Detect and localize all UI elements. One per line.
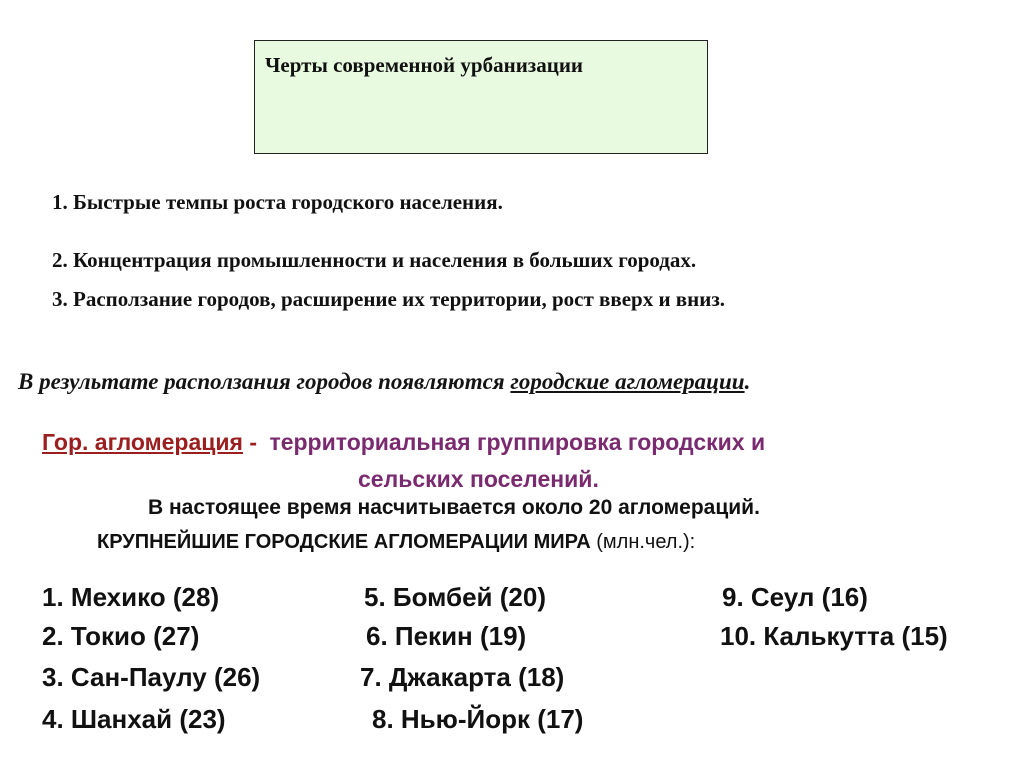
title-box xyxy=(254,40,708,154)
list-heading xyxy=(97,531,695,554)
agglomeration-item: 7. Джакарта (18) xyxy=(360,662,565,692)
definition-text-2: сельских поселений. xyxy=(358,466,599,492)
list-heading-main: КРУПНЕЙШИЕ ГОРОДСКИЕ АГЛОМЕРАЦИИ МИРА xyxy=(97,531,597,553)
agglomeration-item: 4. Шанхай (23) xyxy=(42,704,226,734)
agglomeration-item: 8. Нью-Йорк (17) xyxy=(372,704,584,734)
result-term: городские агломерации xyxy=(510,369,745,394)
list-heading-unit: (млн.чел.): xyxy=(596,531,696,553)
agglomeration-item: 2. Токио (27) xyxy=(42,621,200,651)
definition-term: Гор. агломерация xyxy=(42,429,243,455)
feature-3: 3. Расползание городов, расширение их территории, рост вверх и вниз. xyxy=(52,287,726,311)
definition-dash: - xyxy=(242,429,264,455)
agglomeration-item: 9. Сеул (16) xyxy=(722,582,868,612)
definition-text-1: территориальная группировка городских и xyxy=(269,429,766,455)
current-count: В настоящее время насчитывается около 20 агломераций. xyxy=(148,496,760,519)
agglomeration-item: 10. Калькутта (15) xyxy=(720,621,948,651)
agglomeration-item: 1. Мехико (28) xyxy=(42,582,220,612)
feature-2: 2. Концентрация промышленности и населения в больших городах. xyxy=(52,248,697,272)
result-prefix: В результате расползания городов появляются xyxy=(18,369,511,394)
slide-title: Черты современной урбанизации xyxy=(265,53,584,77)
result-sentence xyxy=(18,369,750,395)
agglomeration-item: 6. Пекин (19) xyxy=(366,621,527,651)
agglomeration-item: 3. Сан-Паулу (26) xyxy=(42,662,261,692)
result-suffix: . xyxy=(744,369,751,394)
feature-1: 1. Быстрые темпы роста городского населения. xyxy=(52,190,503,214)
definition-line-1 xyxy=(42,429,765,456)
agglomeration-item: 5. Бомбей (20) xyxy=(364,582,546,612)
